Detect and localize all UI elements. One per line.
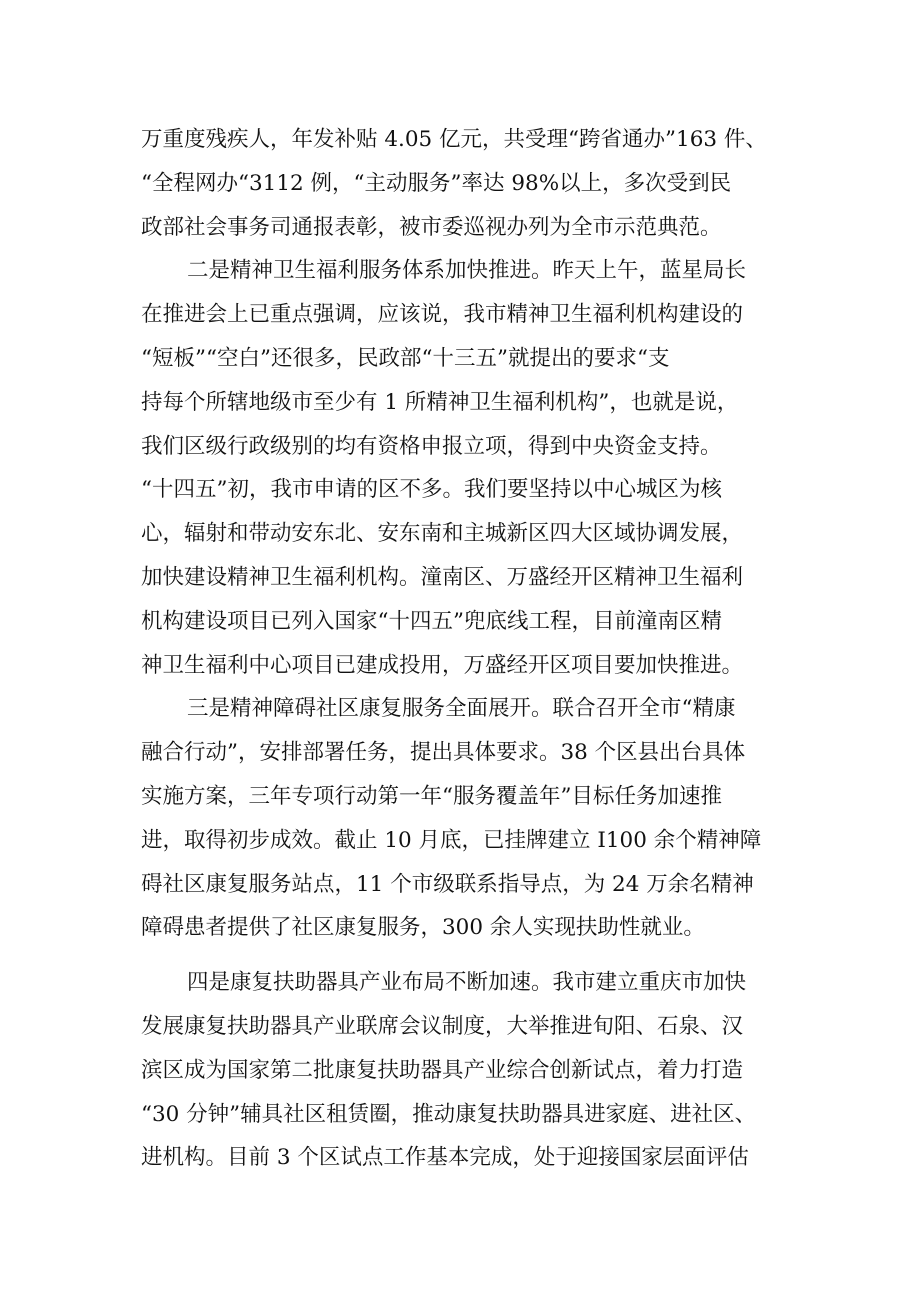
paragraph-subsidy-summary bbox=[141, 118, 783, 249]
text-line: “全程网办“3112 例，“主动服务”率达 98%以上，多次受到民 bbox=[141, 170, 732, 196]
text-line: 加快建设精神卫生福利机构。潼南区、万盛经开区精神卫生福利 bbox=[141, 564, 744, 590]
text-line: 进机构。目前 3 个区试点工作基本完成，处于迎接国家层面评估 bbox=[141, 1145, 749, 1171]
text-line: 碍社区康复服务站点，11 个市级联系指导点，为 24 万余名精神 bbox=[141, 871, 754, 897]
paragraph-mental-health-welfare bbox=[141, 249, 783, 687]
text-line: 实施方案，三年专项行动第一年“服务覆盖年”目标任务加速推 bbox=[141, 783, 722, 809]
text-line: 障碍患者提供了社区康复服务，300 余人实现扶助性就业。 bbox=[141, 915, 705, 941]
text-line: 进，取得初步成效。截止 10 月底，已挂牌建立 I100 余个精神障 bbox=[141, 827, 762, 853]
text-line: 持每个所辖地级市至少有 1 所精神卫生福利机构”，也就是说， bbox=[141, 389, 739, 415]
text-line: 四是康复扶助器具产业布局不断加速。我市建立重庆市加快 bbox=[187, 970, 747, 996]
text-line: 在推进会上已重点强调，应该说，我市精神卫生福利机构建设的 bbox=[141, 302, 744, 328]
text-line: 发展康复扶助器具产业联席会议制度，大举推进旬阳、石泉、汉 bbox=[141, 1013, 744, 1039]
paragraph-community-rehab bbox=[141, 687, 783, 950]
paragraph-assistive-devices bbox=[141, 961, 783, 1180]
paragraph-spacer bbox=[141, 950, 783, 961]
text-line: 心，辐射和带动安东北、安东南和主城新区四大区域协调发展， bbox=[141, 521, 744, 547]
text-line: “30 分钟”辅具社区租赁圈，推动康复扶助器具进家庭、进社区、 bbox=[141, 1101, 757, 1127]
text-line: 我们区级行政级别的均有资格申报立项，得到中央资金支持。 bbox=[141, 433, 722, 459]
text-line: 机构建设项目已列入国家“十四五”兜底线工程，目前潼南区精 bbox=[141, 608, 722, 634]
text-line: 神卫生福利中心项目已建成投用，万盛经开区项目要加快推进。 bbox=[141, 652, 744, 678]
body-text bbox=[141, 118, 783, 1180]
text-line: 二是精神卫生福利服务体系加快推进。昨天上午，蓝星局长 bbox=[187, 258, 747, 284]
text-line: 滨区成为国家第二批康复扶助器具产业综合创新试点，着力打造 bbox=[141, 1057, 744, 1083]
text-line: “短板”“空白”还很多，民政部“十三五”就提出的要求“支 bbox=[141, 345, 670, 371]
text-line: 三是精神障碍社区康复服务全面展开。联合召开全市“精康 bbox=[187, 696, 736, 722]
text-line: 融合行动”，安排部署任务，提出具体要求。38 个区县出台具体 bbox=[141, 740, 746, 766]
text-line: 政部社会事务司通报表彰，被市委巡视办列为全市示范典范。 bbox=[141, 214, 722, 240]
text-line: 万重度残疾人，年发补贴 4.05 亿元，共受理“跨省通办”163 件、 bbox=[141, 127, 767, 152]
text-line: “十四五”初，我市申请的区不多。我们要坚持以中心城区为核 bbox=[141, 477, 722, 503]
